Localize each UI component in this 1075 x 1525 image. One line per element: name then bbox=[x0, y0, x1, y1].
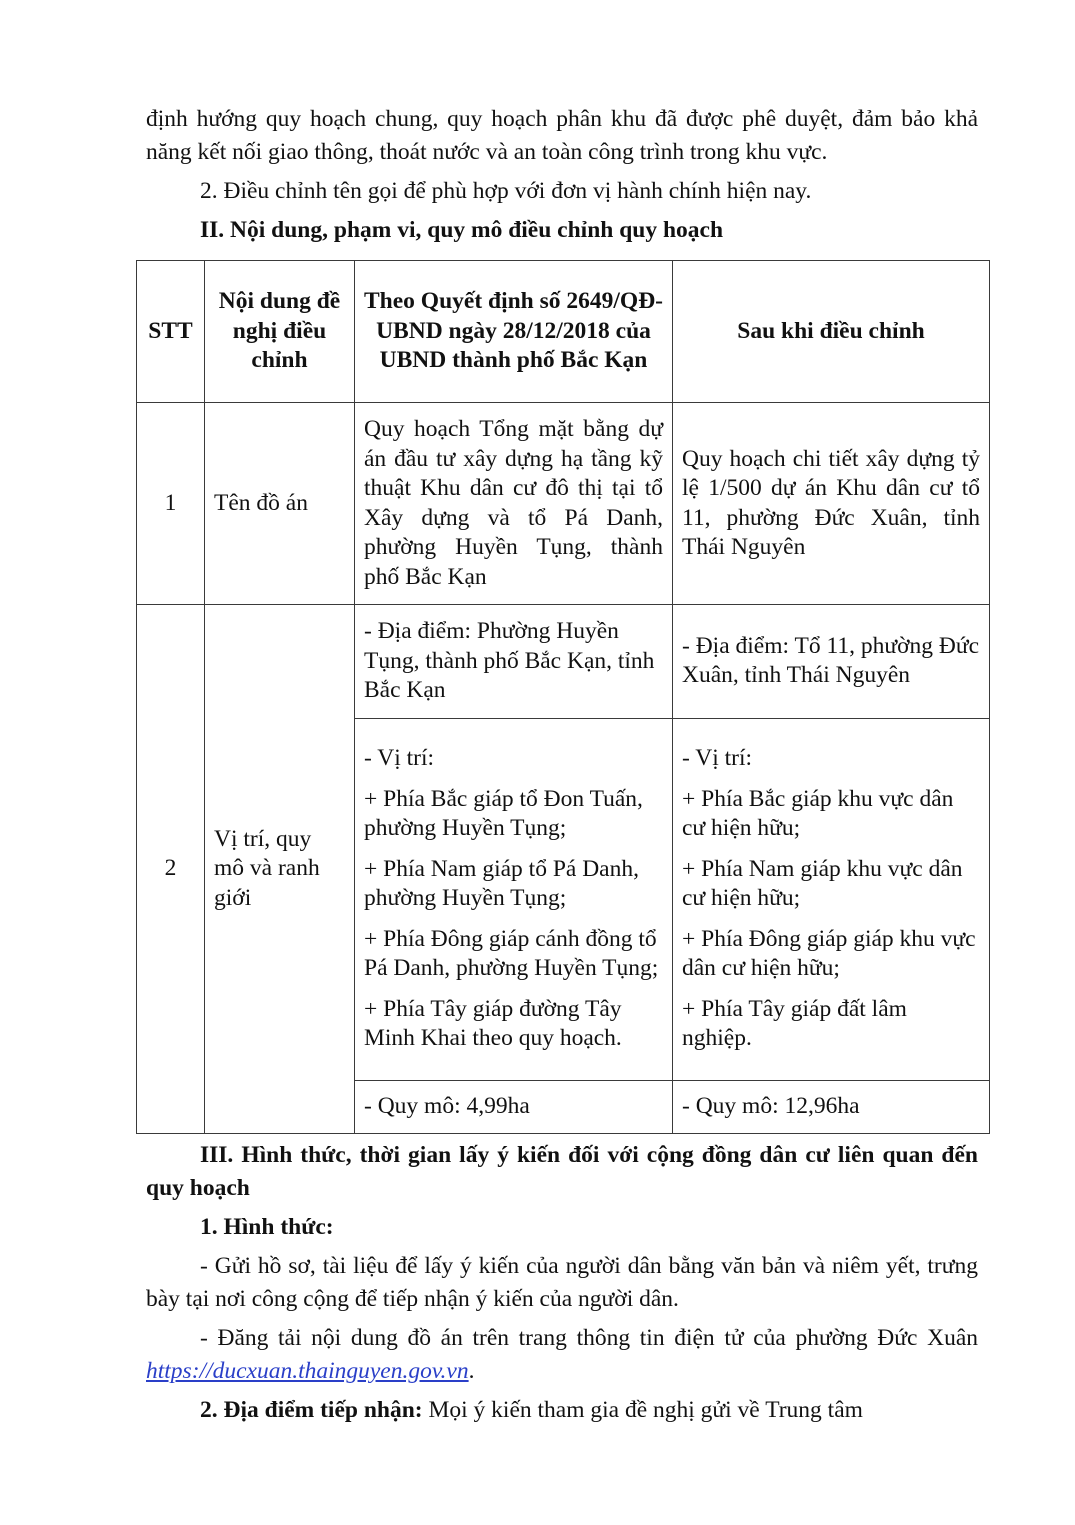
row2-scale-new: - Quy mô: 12,96ha bbox=[673, 1080, 990, 1133]
header-stt: STT bbox=[137, 261, 205, 403]
header-content: Nội dung đề nghị điều chỉnh bbox=[205, 261, 355, 403]
ducxuan-website-link[interactable]: https://ducxuan.thainguyen.gov.vn bbox=[146, 1358, 469, 1384]
row2-stt: 2 bbox=[137, 605, 205, 1134]
row2-position-old bbox=[355, 718, 673, 1080]
form-subheading: 1. Hình thức: bbox=[200, 1214, 334, 1240]
position-new-line: - Vị trí: bbox=[682, 745, 753, 772]
table-row bbox=[137, 605, 990, 719]
header-after-adjustment: Sau khi điều chỉnh bbox=[673, 261, 990, 403]
section-3 bbox=[146, 1139, 978, 1427]
adjust-name-paragraph: 2. Điều chỉnh tên gọi để phù hợp với đơn vị hành chính hiện nay. bbox=[200, 178, 812, 204]
table-row bbox=[137, 403, 990, 605]
adjustment-table bbox=[136, 260, 990, 1134]
intro-paragraph: định hướng quy hoạch chung, quy hoạch phân khu đã được phê duyệt, đảm bảo khả năng kết nối giao thông, thoát nước và an toàn công trình trong khu vực. bbox=[146, 106, 978, 165]
form-paragraph-2 bbox=[146, 1322, 978, 1388]
section-2-heading: II. Nội dung, phạm vi, quy mô điều chỉnh quy hoạch bbox=[200, 217, 724, 243]
intro-section bbox=[146, 103, 978, 247]
form-paragraph-2-end: . bbox=[468, 1358, 475, 1384]
header-old-decision: Theo Quyết định số 2649/QĐ-UBND ngày 28/12/2018 của UBND thành phố Bắc Kạn bbox=[355, 261, 673, 403]
row2-content: Vị trí, quy mô và ranh giới bbox=[205, 605, 355, 1134]
row1-content: Tên đồ án bbox=[205, 403, 355, 605]
table-header-row bbox=[137, 261, 990, 403]
position-new-line: + Phía Đông giáp giáp khu vực dân cư hiện hữu; bbox=[682, 925, 976, 982]
position-new-line: + Phía Nam giáp khu vực dân cư hiện hữu; bbox=[682, 855, 963, 912]
position-old-line: + Phía Nam giáp tổ Pá Danh, phường Huyền Tụng; bbox=[364, 855, 639, 912]
receiving-place-label: 2. Địa điểm tiếp nhận: bbox=[200, 1397, 423, 1423]
row2-location-new: - Địa điểm: Tổ 11, phường Đức Xuân, tỉnh Thái Nguyên bbox=[673, 605, 990, 719]
position-new-line: + Phía Tây giáp đất lâm nghiệp. bbox=[682, 995, 907, 1052]
row2-scale-old: - Quy mô: 4,99ha bbox=[355, 1080, 673, 1133]
position-old-line: + Phía Tây giáp đường Tây Minh Khai theo quy hoạch. bbox=[364, 995, 622, 1052]
row2-position-new bbox=[673, 718, 990, 1080]
receiving-place-text: Mọi ý kiến tham gia đề nghị gửi về Trung tâm bbox=[422, 1397, 863, 1423]
position-old-line: + Phía Đông giáp cánh đồng tổ Pá Danh, phường Huyền Tụng; bbox=[364, 925, 659, 982]
section-3-heading: III. Hình thức, thời gian lấy ý kiến đối với cộng đồng dân cư liên quan đến quy hoạch bbox=[146, 1142, 978, 1201]
row1-new: Quy hoạch chi tiết xây dựng tỷ lệ 1/500 dự án Khu dân cư tổ 11, phường Đức Xuân, tỉnh Thái Nguyên bbox=[673, 403, 990, 605]
row2-location-old: - Địa điểm: Phường Huyền Tụng, thành phố Bắc Kạn, tỉnh Bắc Kạn bbox=[355, 605, 673, 719]
position-new-line: + Phía Bắc giáp khu vực dân cư hiện hữu; bbox=[682, 785, 954, 842]
position-old-line: + Phía Bắc giáp tổ Đon Tuấn, phường Huyền Tụng; bbox=[364, 785, 643, 842]
form-paragraph-1: - Gửi hồ sơ, tài liệu để lấy ý kiến của người dân bằng văn bản và niêm yết, trưng bày tại nơi công cộng để tiếp nhận ý kiến của người dân. bbox=[146, 1253, 978, 1312]
receiving-place-paragraph bbox=[146, 1394, 978, 1427]
position-old-line: - Vị trí: bbox=[364, 745, 435, 772]
row1-stt: 1 bbox=[137, 403, 205, 605]
row1-old: Quy hoạch Tổng mặt bằng dự án đầu tư xây dựng hạ tầng kỹ thuật Khu dân cư đô thị tại tổ Xây dựng và tổ Pá Danh, phường Huyền Tụng, thành phố Bắc Kạn bbox=[355, 403, 673, 605]
form-paragraph-2-text: - Đăng tải nội dung đồ án trên trang thông tin điện tử của phường Đức Xuân bbox=[200, 1325, 978, 1351]
